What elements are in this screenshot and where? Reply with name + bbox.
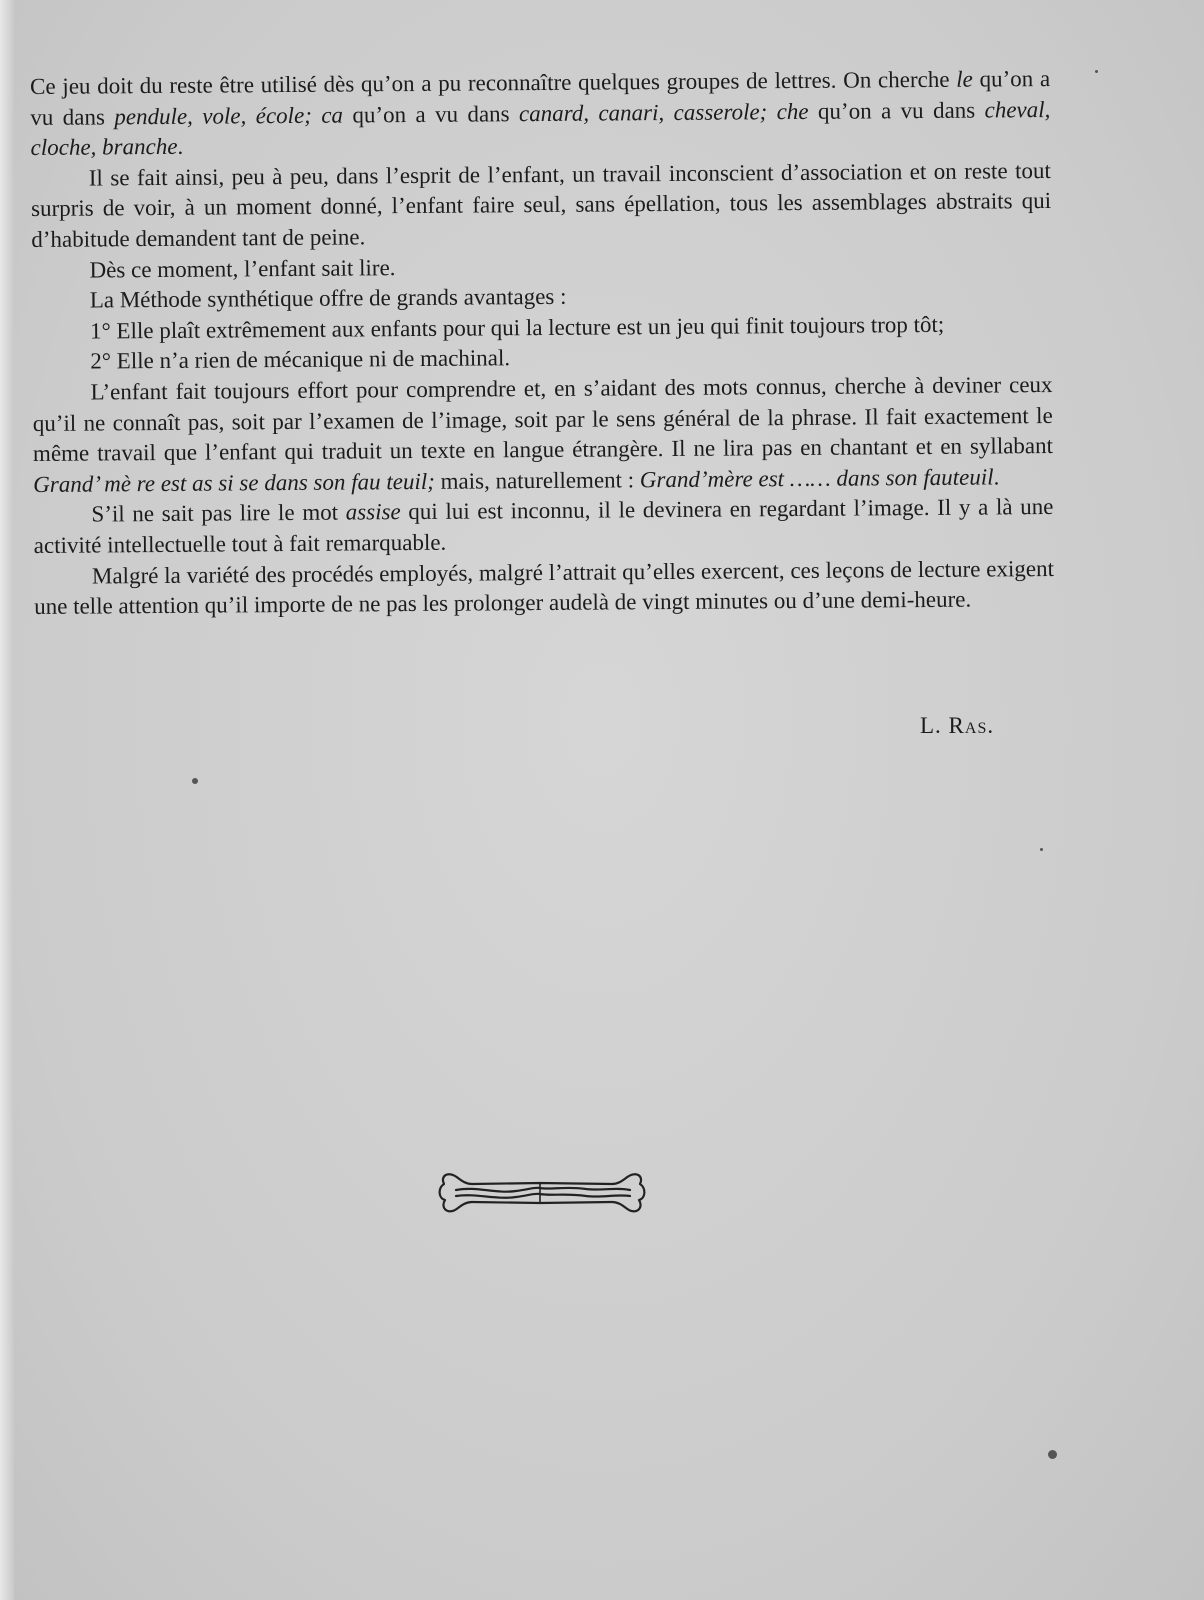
italic-text-run: cheval, cloche, branche [30, 96, 1051, 161]
text-run: La Méthode synthétique offre de grands avantages : [89, 283, 567, 313]
text-run: Malgré la variété des procédés employés, malgré l’attrait qu’elles exercent, ces leçons de lecture exigent une telle attention qu’il importe de ne pas les prolonger audelà de vingt minutes ou d’une demi-heure. [34, 555, 1055, 620]
text-run: L’enfant fait toujours effort pour comprendre et, en s’aidant des mots connus, cherche à deviner ceux qu’il ne connaît pas, soit par l’examen de l’image, soit par le sens général de la phrase. Il fait exactement le même travail que l’enfant qui traduit un texte en langue étrangère. Il ne lira pas en chantant et en syllabant [32, 371, 1054, 467]
article-body [30, 64, 1054, 623]
text-run: Il se fait ainsi, peu à peu, dans l’esprit de l’enfant, un travail inconscient d’association et on reste tout surpris de voir, à un moment donné, l’enfant faire seul, sans épellation, tous les assemblages abstraits qui d’habitude demandent tant de peine. [30, 157, 1052, 252]
text-run: qu’on a vu dans [30, 65, 1051, 130]
body-paragraph [32, 370, 1053, 500]
body-paragraph [30, 64, 1051, 164]
text-run: 2° Elle n’a rien de mécanique ni de machinal. [90, 345, 511, 374]
signature-text: L. Ras. [920, 713, 995, 738]
italic-text-run: Grand’ mè re est as si se dans son fau teuil; [33, 468, 435, 497]
text-run: Ce jeu doit du reste être utilisé dès qu’on a pu reconnaître quelques groupes de lettres. On cherche [30, 66, 957, 99]
text-run: . [993, 464, 1000, 490]
ink-speck [1040, 848, 1043, 851]
italic-text-run: assise [345, 499, 401, 525]
ink-speck [192, 778, 198, 784]
body-paragraph [31, 156, 1052, 256]
text-run: mais, naturellement : [434, 466, 640, 494]
text-run: qu’on a vu dans [808, 97, 985, 124]
italic-text-run: le [956, 66, 973, 92]
text-run: . [177, 133, 184, 160]
italic-text-run: Grand’mère est …… dans son fauteuil [639, 464, 994, 492]
text-run: Dès ce moment, l’enfant sait lire. [89, 254, 396, 283]
author-signature [920, 713, 994, 739]
ink-speck [1095, 70, 1098, 73]
body-paragraph [34, 553, 1054, 622]
text-run: qu’on a vu dans [342, 100, 520, 128]
text-run: S’il ne sait pas lire le mot [91, 499, 346, 527]
italic-text-run: pendule, vole, école; ca [114, 102, 344, 129]
italic-text-run: canard, canari, casserole; che [518, 98, 809, 126]
text-run: 1° Elle plaît extrêmement aux enfants pour qui la lecture est un jeu qui finit toujours trop tôt; [89, 311, 945, 344]
page-edge-shadow [0, 0, 14, 1600]
body-paragraph [33, 492, 1053, 561]
text-run: qui lui est inconnu, il le devinera en regardant l’image. Il y a là une activité intellectuelle tout à fait remarquable. [33, 494, 1054, 558]
bone-ornament-icon [436, 1162, 648, 1222]
ink-speck [1048, 1450, 1057, 1459]
